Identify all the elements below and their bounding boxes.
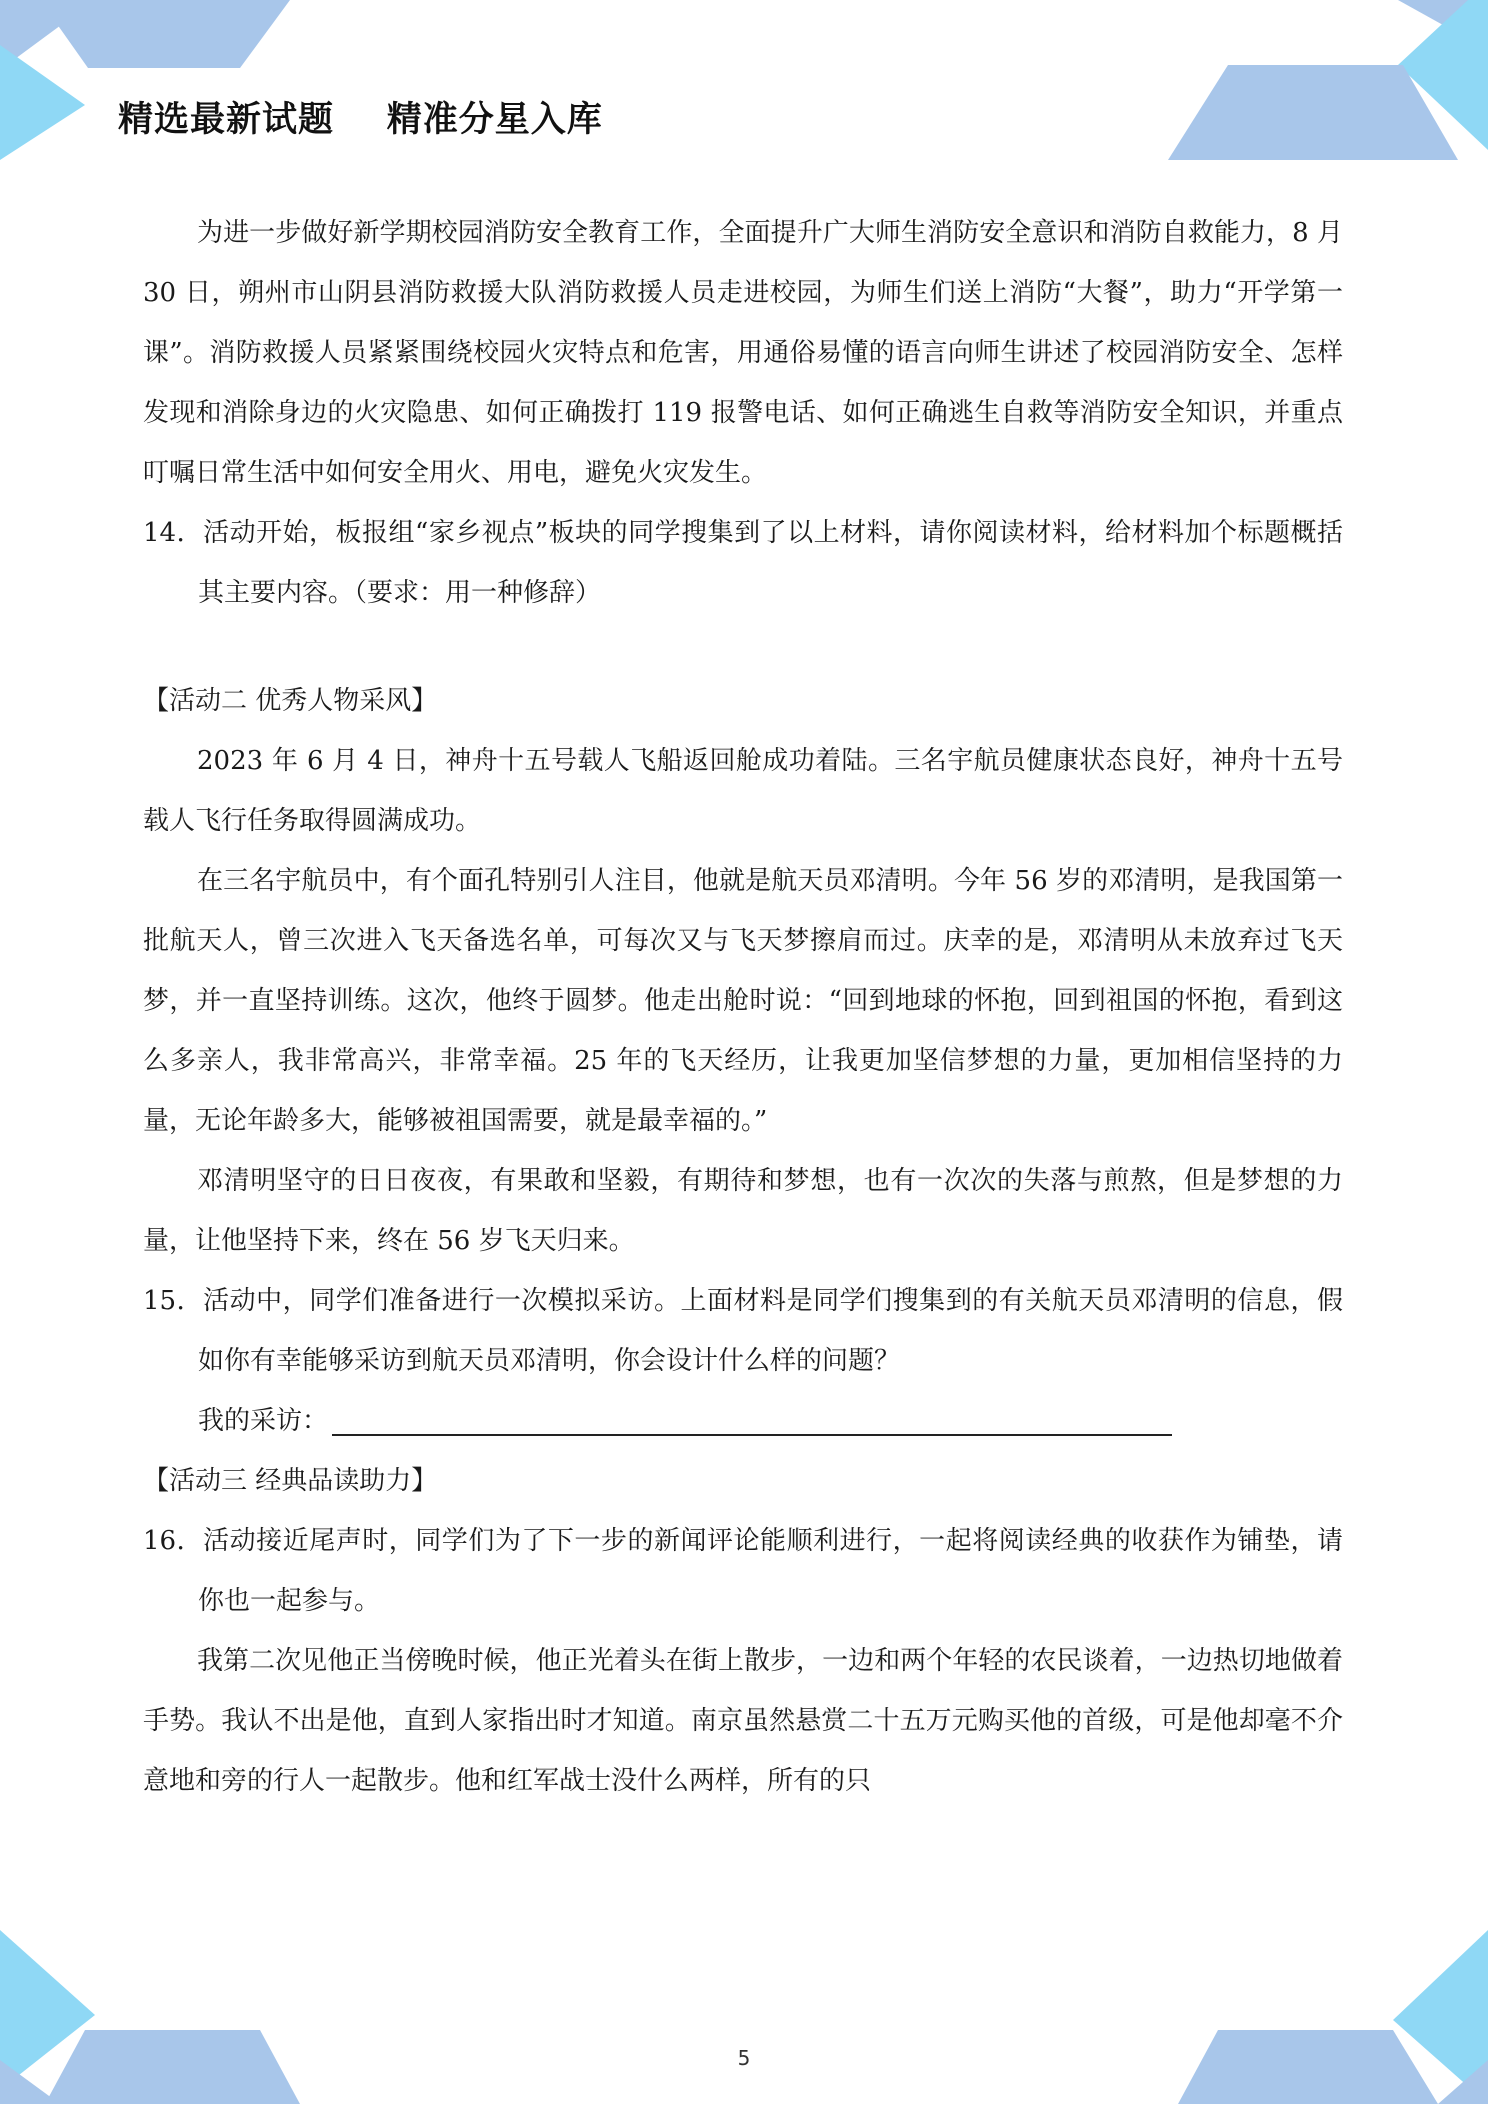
activity-2-paragraph-3: 邓清明坚守的日日夜夜，有果敢和坚毅，有期待和梦想，也有一次次的失落与煎熬，但是梦想的力量，让他坚持下来，终在 56 岁飞天归来。 xyxy=(143,1166,1343,1256)
bottom-right-decoration xyxy=(1178,1930,1488,2104)
answer-space xyxy=(143,623,1343,671)
activity-2-heading: 【活动二 优秀人物采风】 xyxy=(143,686,438,716)
document-body xyxy=(143,203,1343,1811)
answer-blank[interactable] xyxy=(332,1433,1172,1436)
question-16: 16．活动接近尾声时，同学们为了下一步的新闻评论能顺利进行，一起将阅读经典的收获作为铺垫，请你也一起参与。 xyxy=(143,1526,1343,1616)
activity-2-paragraph-1: 2023 年 6 月 4 日，神舟十五号载人飞船返回舱成功着陆。三名宇航员健康状态良好，神舟十五号载人飞行任务取得圆满成功。 xyxy=(143,746,1343,836)
activity-2-paragraph-2: 在三名宇航员中，有个面孔特别引人注目，他就是航天员邓清明。今年 56 岁的邓清明，是我国第一批航天人，曾三次进入飞天备选名单，可每次又与飞天梦擦肩而过。庆幸的是，邓清明从未放弃过飞天梦，并一直坚持训练。这次，他终于圆梦。他走出舱时说：“回到地球的怀抱，回到祖国的怀抱，看到这么多亲人，我非常高兴，非常幸福。25 年的飞天经历，让我更加坚信梦想的力量，更加相信坚持的力量，无论年龄多大，能够被祖国需要，就是最幸福的。” xyxy=(143,866,1343,1136)
activity-3-paragraph-1: 我第二次见他正当傍晚时候，他正光着头在街上散步，一边和两个年轻的农民谈着，一边热切地做着手势。我认不出是他，直到人家指出时才知道。南京虽然悬赏二十五万元购买他的首级，可是他却毫不介意地和旁的行人一起散步。他和红军战士没什么两样，所有的只 xyxy=(143,1646,1343,1796)
page-number: 5 xyxy=(737,2046,751,2070)
top-right-decoration xyxy=(1168,0,1488,165)
question-14: 14．活动开始，板报组“家乡视点”板块的同学搜集到了以上材料，请你阅读材料，给材料加个标题概括其主要内容。（要求：用一种修辞） xyxy=(143,518,1343,608)
intro-paragraph: 为进一步做好新学期校园消防安全教育工作，全面提升广大师生消防安全意识和消防自救能力，8 月 30 日，朔州市山阴县消防救援大队消防救援人员走进校园，为师生们送上消防“大餐”，助力“开学第一课”。消防救援人员紧紧围绕校园火灾特点和危害，用通俗易懂的语言向师生讲述了校园消防安全、怎样发现和消除身边的火灾隐患、如何正确拨打 119 报警电话、如何正确逃生自救等消防安全知识，并重点叮嘱日常生活中如何安全用火、用电，避免火灾发生。 xyxy=(143,218,1343,488)
interview-answer-label: 我的采访： xyxy=(198,1406,329,1436)
bottom-left-decoration xyxy=(0,1930,310,2104)
header-title: 精选最新试题 精准分星入库 xyxy=(118,100,603,140)
activity-3-heading: 【活动三 经典品读助力】 xyxy=(143,1466,438,1496)
interview-answer-line xyxy=(143,1391,1343,1451)
question-15: 15．活动中，同学们准备进行一次模拟采访。上面材料是同学们搜集到的有关航天员邓清明的信息，假如你有幸能够采访到航天员邓清明，你会设计什么样的问题？ xyxy=(143,1286,1343,1376)
